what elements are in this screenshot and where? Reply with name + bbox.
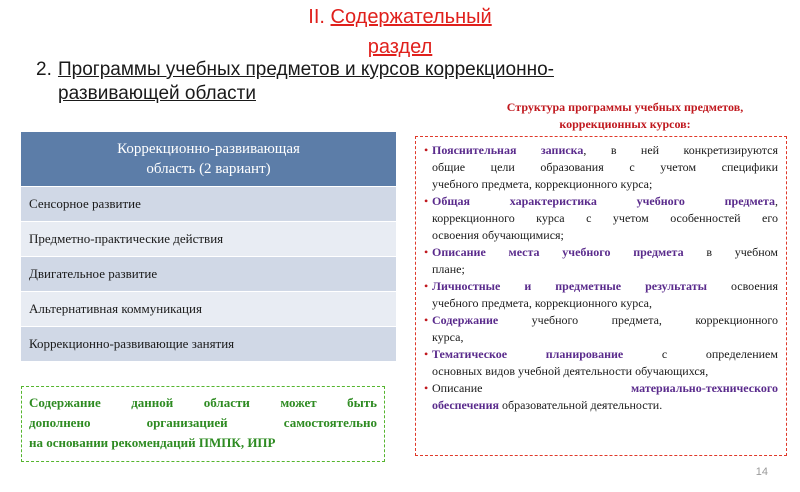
supplement-note-box — [21, 386, 385, 462]
table-row — [21, 222, 397, 257]
item-lead: Личностные и предметные результаты — [432, 279, 707, 293]
item-line: коррекционного курса с учетом особенностей его — [432, 211, 778, 225]
bullet-icon: • — [424, 245, 429, 259]
item-line: учебного предмета, коррекционного курса, — [432, 296, 652, 310]
subsection-number: 2. — [36, 59, 52, 80]
item-lead: Общая характеристика учебного предмета — [432, 194, 775, 208]
section-number: II. — [308, 6, 325, 28]
bullet-icon: • — [424, 279, 429, 293]
structure-heading — [460, 99, 790, 133]
note-line1: Содержание данной области может быть — [29, 395, 377, 410]
item-line: освоения обучающимися; — [432, 228, 564, 242]
list-item — [424, 380, 778, 414]
item-line: образовательной деятельности. — [499, 398, 663, 412]
table-row — [21, 327, 397, 362]
subsection-title-line2: развивающей области — [58, 83, 256, 104]
list-item — [424, 312, 778, 346]
item-line: учебного предмета, коррекционного курса; — [432, 177, 653, 191]
structure-list — [424, 142, 778, 414]
table-cell: Коррекционно-развивающие занятия — [21, 327, 397, 362]
item-lead: Содержание — [432, 313, 499, 327]
item-lead: Описание места учебного предмета — [432, 245, 684, 259]
structure-heading-line2: коррекционных курсов: — [559, 117, 691, 131]
item-line: плане; — [432, 262, 465, 276]
item-tail: освоения — [706, 279, 779, 293]
program-structure-box — [415, 136, 787, 456]
structure-heading-line1: Структура программы учебных предметов, — [506, 100, 744, 114]
item-lead: обеспечения — [432, 398, 499, 412]
item-line: основных видов учебной деятельности обучающихся, — [432, 364, 709, 378]
table-cell: Двигательное развитие — [21, 257, 397, 292]
note-line2: дополнено организацией самостоятельно — [29, 415, 377, 430]
correction-areas-table — [20, 131, 397, 362]
note-line3: на основании рекомендаций ПМПК, ИПР — [29, 435, 276, 450]
table-row — [21, 257, 397, 292]
list-item — [424, 278, 778, 312]
bullet-icon: • — [424, 347, 429, 361]
subsection-title-line1: Программы учебных предметов и курсов коррекционно- — [58, 59, 554, 80]
table-header-line1: Коррекционно-развивающая — [117, 141, 300, 157]
list-item — [424, 193, 778, 244]
item-pre: Описание — [432, 381, 483, 395]
item-tail: учебного предмета, коррекционного — [498, 313, 778, 327]
item-tail: в учебном — [683, 245, 778, 259]
item-tail: , — [775, 194, 778, 208]
section-title — [250, 2, 550, 62]
table-cell: Сенсорное развитие — [21, 187, 397, 222]
list-item — [424, 142, 778, 193]
bullet-icon: • — [424, 143, 429, 157]
table-header-line2: область (2 вариант) — [146, 161, 271, 177]
list-item — [424, 244, 778, 278]
item-line: курса, — [432, 330, 464, 344]
item-lead: Пояснительная записка — [432, 143, 584, 157]
table-row — [21, 292, 397, 327]
table-header — [21, 132, 397, 187]
item-lead: Тематическое планирование — [432, 347, 624, 361]
bullet-icon: • — [424, 313, 429, 327]
bullet-icon: • — [424, 381, 429, 395]
item-tail: , в ней конкретизируются — [583, 143, 778, 157]
section-title-line1: Содержательный — [330, 6, 492, 28]
bullet-icon: • — [424, 194, 429, 208]
section-title-line2: раздел — [367, 36, 433, 58]
table-cell: Альтернативная коммуникация — [21, 292, 397, 327]
page-number: 14 — [755, 466, 768, 478]
item-tail: с определением — [623, 347, 778, 361]
item-line: общие цели образования с учетом специфики — [432, 160, 778, 174]
list-item — [424, 346, 778, 380]
table-row — [21, 187, 397, 222]
table-cell: Предметно-практические действия — [21, 222, 397, 257]
item-lead: материально-технического — [631, 381, 778, 395]
